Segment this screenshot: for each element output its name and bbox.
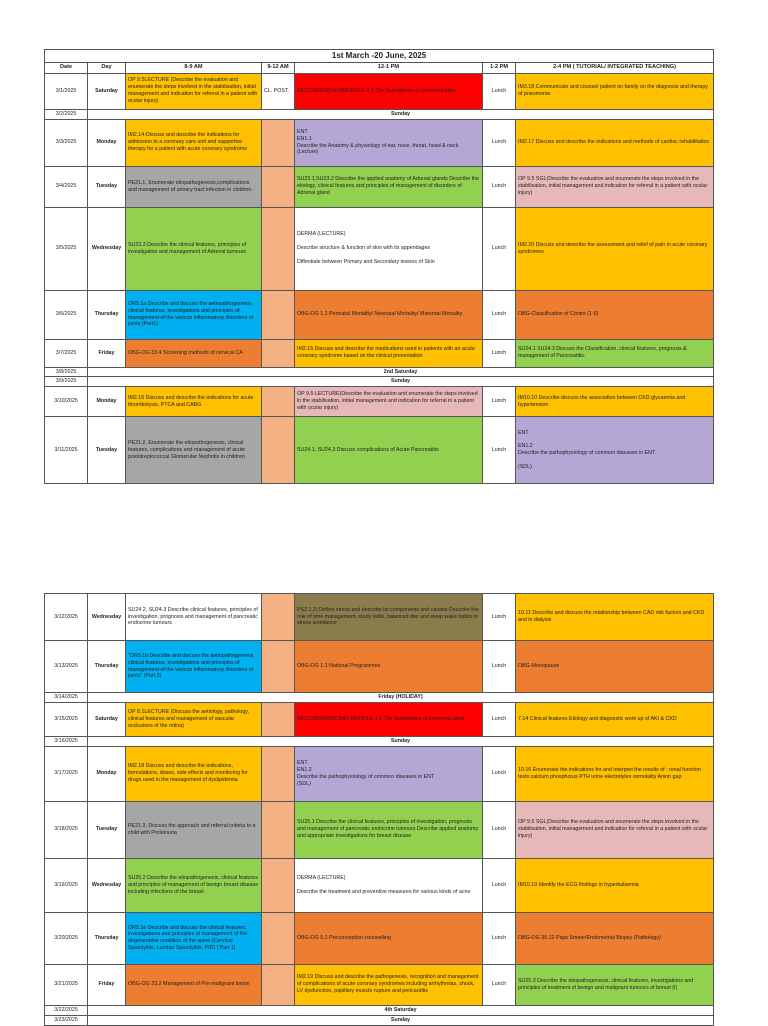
- date-cell: 3/8/2025: [45, 367, 88, 377]
- schedule-row: [45, 207, 714, 290]
- slot-12-1pm: IM2.19 Discuss and describe the pathogenesis, recognition and management of complications of acute coronary syndromes including arrhythmias, shock, LV dysfunction, papillary muscle rupture and pericarditis: [295, 964, 483, 1005]
- timetable-page-1: [44, 49, 714, 484]
- day-cell: Saturday: [88, 702, 126, 736]
- slot-9-12am: [262, 417, 295, 484]
- slot-2-4pm: 7.14 Clinical features Etiology and diagnostic work up of AKI & CKD: [516, 702, 714, 736]
- day-note: 2nd Saturday: [88, 367, 714, 377]
- day-cell: Monday: [88, 387, 126, 417]
- slot-2-4pm: OBG-OG 35.12 Paps Smear/Endometrial Biopsy (Pathology): [516, 912, 714, 964]
- day-cell: Tuesday: [88, 166, 126, 207]
- day-cell: Wednesday: [88, 594, 126, 641]
- slot-lunch: Lunch: [483, 73, 516, 109]
- slot-8-9am: OP 8.1LECTURE (Discuss the aetiology, pathology, clinical features and management of vascular occlusions of the retina): [126, 702, 262, 736]
- slot-2-4pm: 10.16 Enumerate the indications for and interpret the results of : renal function tests calcium phosphorus PTH urine electrolytes osmolality Anion gap: [516, 746, 714, 801]
- schedule-row: [45, 119, 714, 166]
- date-cell: 3/21/2025: [45, 964, 88, 1005]
- slot-12-1pm: OBG-OG 1.2 Perinatal Mortality/ Neonatal Mortality/ Maternal Mortality: [295, 290, 483, 339]
- schedule-row: [45, 912, 714, 964]
- slot-2-4pm: SU25.3 Describe the etiopathogenesis, clinical features, investigations and principles of treatment of benign and malignant tumours of breast (I): [516, 964, 714, 1005]
- slot-12-1pm: OBG-OG 1.1 National Programmes: [295, 641, 483, 693]
- header-2-4pm: 2-4 PM ( TUTORIAL/ INTEGRATED TEACHING): [516, 63, 714, 73]
- day-cell: Friday: [88, 339, 126, 367]
- slot-12-1pm: IM2.15 Discuss and describe the medications used in patients with an acute coronary syndrome based on the clinical presentation: [295, 339, 483, 367]
- slot-2-4pm: IM2.20 Discuss and describe the assessment and relief of pain in acute coronary syndromes: [516, 207, 714, 290]
- date-cell: 3/2/2025: [45, 109, 88, 119]
- slot-2-4pm: ENT EN1.2 Describe the pathophysiology of common diseases in ENT (SDL): [516, 417, 714, 484]
- slot-9-12am: [262, 702, 295, 736]
- header-9-12am: 9-12 AM: [262, 63, 295, 73]
- date-cell: 3/1/2025: [45, 73, 88, 109]
- slot-8-9am: SU24.2, SU24.3 Describe clinical features, principles of investigation, prognosis and management of pancreatic endocrine tumours: [126, 594, 262, 641]
- date-cell: 3/14/2025: [45, 693, 88, 703]
- schedule-row: [45, 417, 714, 484]
- slot-9-12am: [262, 801, 295, 858]
- slot-9-12am: [262, 207, 295, 290]
- slot-lunch: Lunch: [483, 166, 516, 207]
- header-day: Day: [88, 63, 126, 73]
- schedule-row: [45, 858, 714, 912]
- slot-lunch: Lunch: [483, 964, 516, 1005]
- date-cell: 3/9/2025: [45, 377, 88, 387]
- slot-lunch: Lunch: [483, 290, 516, 339]
- schedule-row: [45, 964, 714, 1005]
- slot-9-12am: CL. POST.: [262, 73, 295, 109]
- slot-2-4pm: OBG-Menopause: [516, 641, 714, 693]
- slot-9-12am: [262, 858, 295, 912]
- schedule-row: [45, 594, 714, 641]
- slot-8-9am: PE21.1, Enumerate etiopathogenesis,complications and management of urinary tract infection in children.: [126, 166, 262, 207]
- slot-8-9am: SU23.3 Describe the clinical features, principles of investigation and management of Adrenal tumours: [126, 207, 262, 290]
- date-cell: 3/7/2025: [45, 339, 88, 367]
- slot-12-1pm: AETCOM(MEDICINE) MODULE 4.1 The foundations of communication: [295, 702, 483, 736]
- day-note: Sunday: [88, 1015, 714, 1025]
- slot-9-12am: [262, 912, 295, 964]
- slot-2-4pm: IM10.10 Describe discuss the association between CKD glycaemia and hypertension: [516, 387, 714, 417]
- date-cell: 3/5/2025: [45, 207, 88, 290]
- date-cell: 3/16/2025: [45, 736, 88, 746]
- slot-8-9am: OBG-OG 33.4 Screening methods of cervical CA: [126, 339, 262, 367]
- slot-8-9am: IM2.18 Discuss and describe the indications, formulations, doses, side effects and monitoring for drugs used in the management of dyslipidemia: [126, 746, 262, 801]
- slot-lunch: Lunch: [483, 594, 516, 641]
- date-cell: 3/10/2025: [45, 387, 88, 417]
- slot-lunch: Lunch: [483, 417, 516, 484]
- day-cell: Monday: [88, 119, 126, 166]
- slot-lunch: Lunch: [483, 119, 516, 166]
- slot-12-1pm: OP 9.5 LECTURE(Describe the evaluation and enumerate the steps involved in the stabilisation, initial management and indication for referral in a patient with ocular injury): [295, 387, 483, 417]
- date-cell: 3/13/2025: [45, 641, 88, 693]
- slot-8-9am: SU25.2 Describe the etiopathogenesis, clinical features and principles of management of benign breast disease including infections of the breast: [126, 858, 262, 912]
- day-note: Sunday: [88, 377, 714, 387]
- schedule-row: [45, 801, 714, 858]
- day-cell: Thursday: [88, 641, 126, 693]
- non-teaching-day-row: [45, 693, 714, 703]
- slot-8-9am: PE21.2, Enumerate the etiopathogenesis, clinical features, complications and management of acute poststreptococcal Glomerular Nephritis in children: [126, 417, 262, 484]
- non-teaching-day-row: [45, 109, 714, 119]
- day-cell: Thursday: [88, 912, 126, 964]
- slot-12-1pm: SU24.1, SU24.3 Discuss complications of Acute Pancreatitis: [295, 417, 483, 484]
- date-cell: 3/3/2025: [45, 119, 88, 166]
- slot-9-12am: [262, 641, 295, 693]
- date-cell: 3/20/2025: [45, 912, 88, 964]
- day-note: Sunday: [88, 109, 714, 119]
- date-cell: 3/12/2025: [45, 594, 88, 641]
- schedule-row: [45, 73, 714, 109]
- schedule-row: [45, 387, 714, 417]
- day-note: 4th Saturday: [88, 1005, 714, 1015]
- slot-2-4pm: IM2.17 Discuss and describe the indications and methods of cardiac rehabilitation: [516, 119, 714, 166]
- schedule-row: [45, 290, 714, 339]
- timetable-page-2: [44, 593, 714, 1026]
- header-row: [45, 63, 714, 73]
- slot-lunch: Lunch: [483, 387, 516, 417]
- slot-lunch: Lunch: [483, 641, 516, 693]
- slot-8-9am: OR5.1a Describe and discuss the aetiopathogenesis, clinical features, investigations and principles of management of the various inflammatory disorders of joints (Part1): [126, 290, 262, 339]
- slot-9-12am: [262, 746, 295, 801]
- header-8-9am: 8-9 AM: [126, 63, 262, 73]
- non-teaching-day-row: [45, 377, 714, 387]
- slot-9-12am: [262, 964, 295, 1005]
- date-cell: 3/4/2025: [45, 166, 88, 207]
- slot-8-9am: IM2.14-Discuss and describe the indications for admission to a coronary care unit and supportive therapy for a patient with acute coronary syndrome: [126, 119, 262, 166]
- day-cell: Wednesday: [88, 207, 126, 290]
- slot-9-12am: [262, 387, 295, 417]
- slot-9-12am: [262, 119, 295, 166]
- date-cell: 3/17/2025: [45, 746, 88, 801]
- date-cell: 3/15/2025: [45, 702, 88, 736]
- slot-12-1pm: SU25.1 Describe the clinical features, principles of investigation, prognosis and management of pancreatic endocrine tumours Describe applied anatomy and appropriate investigations for breast disease: [295, 801, 483, 858]
- slot-12-1pm: DERMA (LECTURE) Describe the treatment and preventive measures for various kinds of acne: [295, 858, 483, 912]
- schedule-row: [45, 166, 714, 207]
- slot-lunch: Lunch: [483, 746, 516, 801]
- slot-lunch: Lunch: [483, 801, 516, 858]
- slot-lunch: Lunch: [483, 702, 516, 736]
- slot-lunch: Lunch: [483, 912, 516, 964]
- date-cell: 3/22/2025: [45, 1005, 88, 1015]
- schedule-row: [45, 641, 714, 693]
- slot-8-9am: OP 9.5LECTURE (Describe the evaluation and enumerate the steps involved in the stabilisation, initial management and indication for referral in a patient with ocular injury): [126, 73, 262, 109]
- slot-lunch: Lunch: [483, 207, 516, 290]
- slot-9-12am: [262, 166, 295, 207]
- day-cell: Wednesday: [88, 858, 126, 912]
- day-cell: Saturday: [88, 73, 126, 109]
- slot-9-12am: [262, 594, 295, 641]
- non-teaching-day-row: [45, 736, 714, 746]
- slot-9-12am: [262, 339, 295, 367]
- slot-8-9am: "OR5.1b Describe and discuss the aetiopathogenesis, clinical features, investigations and principles of management of the various inflammatory disorders of joints" (Part 2): [126, 641, 262, 693]
- day-note: Friday (HOLIDAY): [88, 693, 714, 703]
- slot-2-4pm: IM3.18 Communicate and counsel patient on family on the diagnosis and therapy of pneumonia: [516, 73, 714, 109]
- slot-9-12am: [262, 290, 295, 339]
- day-cell: Friday: [88, 964, 126, 1005]
- date-cell: 3/6/2025: [45, 290, 88, 339]
- date-cell: 3/18/2025: [45, 801, 88, 858]
- date-cell: 3/11/2025: [45, 417, 88, 484]
- schedule-row: [45, 339, 714, 367]
- slot-2-4pm: OP 9.5 SGL(Describe the evaluation and enumerate the steps involved in the stabilisation, initial management and indication for referral in a patient with ocular injury): [516, 166, 714, 207]
- header-1-2pm: 1-2 PM: [483, 63, 516, 73]
- non-teaching-day-row: [45, 1005, 714, 1015]
- schedule-row: [45, 746, 714, 801]
- slot-lunch: Lunch: [483, 858, 516, 912]
- day-cell: Tuesday: [88, 417, 126, 484]
- slot-2-4pm: OP 9.5 SGL(Describe the evaluation and enumerate the steps involved in the stabilisation, initial management and indication for referral in a patient with ocular injury): [516, 801, 714, 858]
- day-note: Sunday: [88, 736, 714, 746]
- slot-12-1pm: OBG-OG 5.1 Preconception counselling: [295, 912, 483, 964]
- slot-12-1pm: PS2.1,2) Define stress and describe its components and causes Describe the role of time management, study skills, balanced diet and sleep wake habits in stress avoidance: [295, 594, 483, 641]
- slot-2-4pm: SU24.1 SU24.3 Discuss the Classification, clinical features, prognosis & management of Pancreatitis.: [516, 339, 714, 367]
- schedule-row: [45, 702, 714, 736]
- slot-12-1pm: ENT EN1.1 Describe the Anatomy & physiology of ear, nose, throat, head & neck (Lecture): [295, 119, 483, 166]
- slot-12-1pm: SU23.1,SU23.2 Describe the applied anatomy of Adrenal glands Describe the etiology, clinical features and principles of management of disorders of Adrenal gland: [295, 166, 483, 207]
- slot-8-9am: IM2.16 Discuss and describe the indications for acute thrombolysis, PTCA and CABG: [126, 387, 262, 417]
- date-cell: 3/19/2025: [45, 858, 88, 912]
- day-cell: Thursday: [88, 290, 126, 339]
- slot-2-4pm: 10.11 Describe and discuss the relationship between CAD risk factors and CKD and in dialysis: [516, 594, 714, 641]
- date-cell: 3/23/2025: [45, 1015, 88, 1025]
- slot-lunch: Lunch: [483, 339, 516, 367]
- slot-2-4pm: OBG-Classification of Contrs (1-5): [516, 290, 714, 339]
- slot-8-9am: PE21.3, Discuss the approach and referral criteria to a child with Proteinuria: [126, 801, 262, 858]
- day-cell: Tuesday: [88, 801, 126, 858]
- schedule-title: 1st March -20 June, 2025: [45, 50, 714, 63]
- slot-8-9am: OBG-OG 33.2 Management of Pre-malignant lesion: [126, 964, 262, 1005]
- day-cell: Monday: [88, 746, 126, 801]
- header-date: Date: [45, 63, 88, 73]
- slot-12-1pm: AETCOM(ORTHO)MODULE 4.1 The foundations of communication: [295, 73, 483, 109]
- non-teaching-day-row: [45, 367, 714, 377]
- slot-12-1pm: ENT EN1.2 Describe the pathophysiology of common diseases in ENT (SDL): [295, 746, 483, 801]
- header-12-1pm: 12-1 PM: [295, 63, 483, 73]
- slot-8-9am: OR5.1e Describe and discuss the clinical features, investigations and principles of management of the degenerative condition of the spine (Cervical Spondylitis, Lumbar Spondylitis, PID) [ Part 1]: [126, 912, 262, 964]
- slot-2-4pm: IM10.19 Identify the ECG findings in hyperkalaemia: [516, 858, 714, 912]
- slot-12-1pm: DERMA (LECTURE) Describe structure & function of skin with its appendages Diffentiate between Primary and Secondary lesions of Skin: [295, 207, 483, 290]
